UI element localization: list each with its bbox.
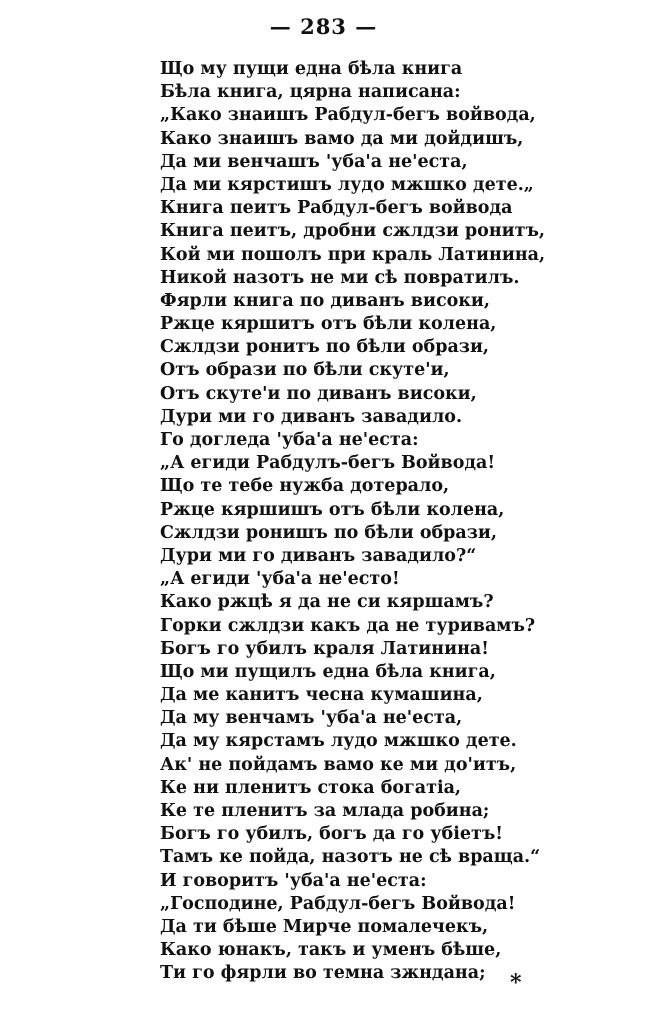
verse-line: „А егиди 'уба'а не'есто!	[160, 569, 400, 590]
verse-line: Сжлдзи ронитъ по бѣли образи,	[160, 337, 490, 358]
verse-line: Да ме канитъ чесна кумашина,	[160, 685, 483, 706]
verse-line: Како юнакъ, такъ и уменъ бѣше,	[160, 940, 502, 961]
verse-line: Що те тебе нужба дотерало,	[160, 476, 450, 497]
verse-line: Ке те пленитъ за млада робина;	[160, 801, 490, 821]
verse-line: Тамъ ке пойда, назотъ не сѣ враща.“	[160, 847, 541, 868]
verse-line: Дури ми го диванъ завадило?“	[160, 545, 477, 566]
verse-line: Да му кярстамъ лудо мжшко дете.	[160, 731, 517, 752]
verse-line: Да ми кярстишъ лудо мжшко дете.„	[160, 174, 534, 195]
verse-line: Сжлдзи ронишъ по бѣли образи,	[160, 522, 497, 543]
verse-line: Да ти бѣше Мирче помалечекъ,	[160, 916, 489, 937]
verse-line: Ке ни пленитъ стока богатiа,	[160, 777, 462, 798]
verse-line: Отъ скуте'и по диванъ високи,	[160, 383, 477, 404]
verse-line: „Господине, Рабдул-бегъ Войвода!	[160, 893, 516, 914]
verse-line: Книга пеитъ, дробни сжлдзи ронитъ,	[160, 221, 545, 242]
verse-line: Ти го фярли во темна зжндана;	[160, 963, 486, 984]
verse-line: Дури ми го диванъ завадило.	[160, 406, 463, 427]
verse-line: Ржце кяршишъ отъ бѣли колена,	[160, 499, 505, 520]
verse-line: Како ржцѣ я да не си кяршамъ?	[160, 592, 494, 613]
verse-line: Како знаишъ вамо да ми дойдишъ,	[160, 128, 524, 149]
verse-line: Да ми венчашъ 'уба'а не'еста,	[160, 151, 468, 172]
verse-line: „А егиди Рабдулъ-бегъ Войвода!	[160, 453, 496, 474]
verse-line: Богъ го убилъ, богъ да го убiетъ!	[160, 824, 503, 845]
footnote-asterisk: *	[510, 970, 522, 996]
verse-line: Ржце кяршитъ отъ бѣли колена,	[160, 314, 497, 335]
poem-verse	[160, 58, 545, 986]
verse-line: Горки сжлдзи какъ да не туривамъ?	[160, 615, 536, 636]
verse-line: Що му пущи една бѣла книга	[160, 59, 463, 79]
verse-line: Богъ го убилъ краля Латинина!	[160, 638, 489, 659]
verse-line: Никой назотъ не ми сѣ повратилъ.	[160, 267, 520, 288]
verse-line: Кой ми пошолъ при краль Латинина,	[160, 244, 546, 265]
verse-line: Да му венчамъ 'уба'а не'еста,	[160, 708, 463, 729]
verse-line: Отъ образи по бѣли скуте'и,	[160, 360, 450, 381]
verse-line: Го догледа 'уба'а не'еста:	[160, 430, 419, 450]
verse-line: Бѣла книга, цярна написана:	[160, 82, 461, 103]
verse-line: Що ми пущилъ една бѣла книга,	[160, 661, 496, 682]
page-number-header: — 283 —	[269, 14, 378, 39]
verse-line: Книга пеитъ Рабдул-бегъ войвода	[160, 198, 513, 219]
verse-line: „Како знаишъ Рабдул-бегъ войвода,	[160, 105, 536, 126]
verse-line: Фярли книга по диванъ високи,	[160, 290, 490, 311]
verse-line: Ак' не пойдамъ вамо ке ми до'итъ,	[160, 754, 517, 775]
verse-line: И говоритъ 'уба'а не'еста:	[160, 870, 427, 891]
